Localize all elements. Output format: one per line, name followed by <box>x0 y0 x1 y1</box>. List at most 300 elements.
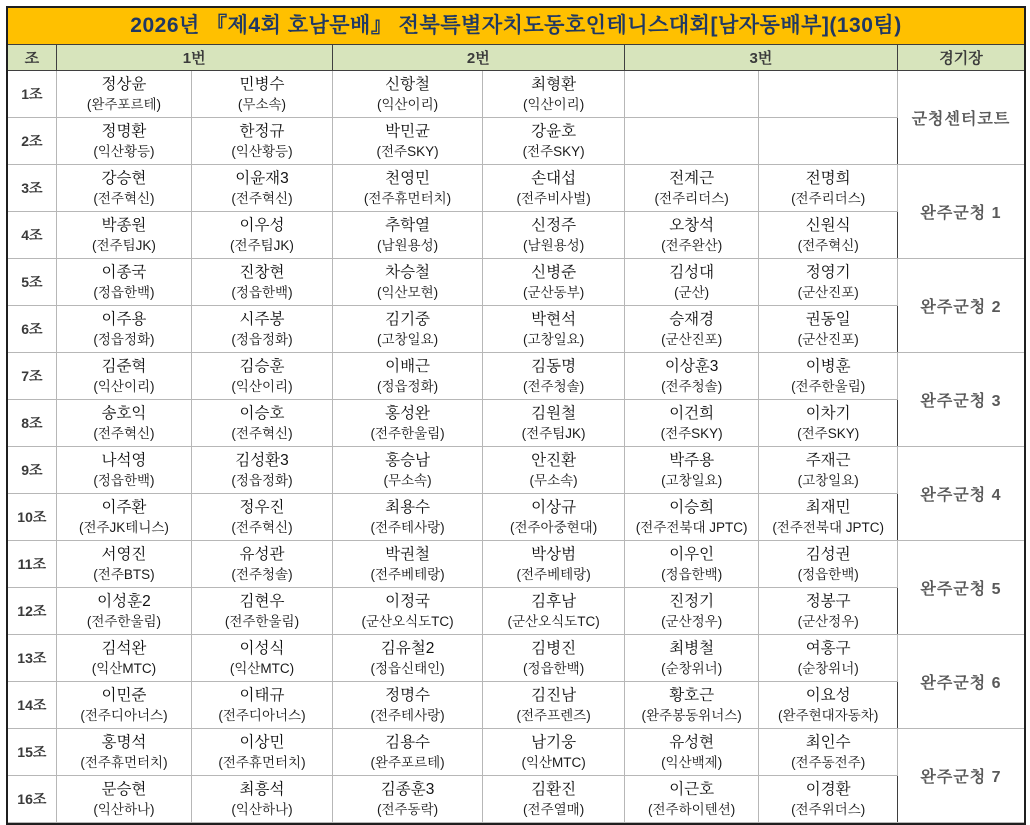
group-row <box>8 776 1024 823</box>
player-name: 홍성완 <box>385 405 431 422</box>
player-club: (정읍한백) <box>93 285 155 300</box>
player-name: 주재근 <box>805 452 851 469</box>
player-cell[interactable] <box>483 588 625 635</box>
player-cell[interactable] <box>759 447 898 494</box>
venue-cell[interactable]: 완주군청 6 <box>897 635 1024 729</box>
player-name: 정영기 <box>805 264 851 281</box>
player-club: (정읍한백) <box>661 567 723 582</box>
player-cell[interactable] <box>624 729 759 776</box>
group-label[interactable]: 16조 <box>8 776 56 823</box>
player-cell[interactable] <box>56 118 192 165</box>
player-name: 박종원 <box>101 217 147 234</box>
player-name: 이차기 <box>805 405 851 422</box>
player-cell[interactable] <box>483 494 625 541</box>
player-club: (완주포르테) <box>370 755 445 770</box>
player-club: (전주동락) <box>376 802 439 817</box>
player-name: 이승희 <box>669 499 715 516</box>
player-club: (전주혁신) <box>797 238 859 253</box>
player-club: (전주휴먼터치) <box>363 191 452 206</box>
player-cell[interactable] <box>332 494 483 541</box>
player-cell[interactable] <box>759 259 898 306</box>
player-cell[interactable] <box>192 353 333 400</box>
group-label[interactable]: 12조 <box>8 588 56 635</box>
group-row <box>8 400 1024 447</box>
player-club: (전주베테랑) <box>516 567 591 582</box>
player-cell[interactable] <box>483 541 625 588</box>
player-club: (군산오식도TC) <box>507 614 600 629</box>
player-name: 홍명석 <box>101 734 147 751</box>
player-club: (군산동부) <box>523 285 585 300</box>
player-cell[interactable] <box>483 400 625 447</box>
player-cell[interactable] <box>332 447 483 494</box>
group-row <box>8 729 1024 776</box>
player-club: (정읍정화) <box>376 379 439 394</box>
player-cell[interactable] <box>332 212 483 259</box>
player-club: (전주SKY) <box>376 144 439 159</box>
group-row <box>8 682 1024 729</box>
player-name: 최용수 <box>385 499 431 516</box>
player-name: 여홍구 <box>805 640 851 657</box>
player-name: 진창현 <box>239 264 285 281</box>
player-name: 이병훈 <box>805 358 851 375</box>
player-club: (전주동전주) <box>791 755 866 770</box>
player-club: (전주혁신) <box>93 191 155 206</box>
player-club: (전주SKY) <box>660 426 723 441</box>
player-cell[interactable] <box>192 212 333 259</box>
player-club: (익산MTC) <box>229 661 295 676</box>
player-cell[interactable] <box>332 306 483 353</box>
player-cell[interactable] <box>624 259 759 306</box>
player-club: (고창일요) <box>523 332 585 347</box>
group-row <box>8 212 1024 259</box>
player-name: 박상범 <box>531 546 577 563</box>
group-label[interactable]: 3조 <box>8 165 56 212</box>
player-cell[interactable] <box>483 212 625 259</box>
group-row <box>8 306 1024 353</box>
player-cell[interactable] <box>759 400 898 447</box>
player-name: 차승철 <box>385 264 431 281</box>
group-row <box>8 353 1024 400</box>
player-name: 최흥석 <box>239 781 285 798</box>
player-cell[interactable] <box>759 729 898 776</box>
player-name: 박현석 <box>531 311 577 328</box>
group-row <box>8 71 1024 118</box>
player-club: (완주봉동위너스) <box>641 708 742 723</box>
player-cell[interactable] <box>759 212 898 259</box>
header-team2[interactable]: 2번 <box>332 45 624 71</box>
player-name: 문승현 <box>101 781 147 798</box>
player-cell[interactable] <box>759 165 898 212</box>
player-name: 김용수 <box>385 734 431 751</box>
player-club: (군산진포) <box>661 332 723 347</box>
player-club: (익산이리) <box>93 379 155 394</box>
player-club: (전주전북대 JPTC) <box>635 520 748 535</box>
player-club: (완주현대자동차) <box>778 708 879 723</box>
player-cell[interactable] <box>332 729 483 776</box>
group-label[interactable]: 7조 <box>8 353 56 400</box>
player-cell[interactable] <box>483 165 625 212</box>
player-club: (전주휴먼터치) <box>80 755 168 770</box>
venue-cell[interactable]: 완주군청 4 <box>897 447 1024 541</box>
player-cell[interactable] <box>759 635 898 682</box>
player-name: 정명수 <box>385 687 431 704</box>
player-cell[interactable] <box>192 635 333 682</box>
player-name: 김준혁 <box>101 358 147 375</box>
player-cell[interactable] <box>759 588 898 635</box>
player-club: (익산하나) <box>93 802 155 817</box>
player-name: 송호익 <box>101 405 147 422</box>
player-club: (전주혁신) <box>231 520 293 535</box>
group-label[interactable]: 1조 <box>8 71 56 118</box>
player-cell[interactable] <box>483 118 625 165</box>
player-cell[interactable] <box>483 259 625 306</box>
player-cell[interactable] <box>192 71 333 118</box>
player-cell[interactable] <box>56 353 192 400</box>
group-row <box>8 259 1024 306</box>
player-name: 나석영 <box>101 452 147 469</box>
player-club: (익산MTC) <box>521 755 586 770</box>
player-name: 김성환3 <box>235 452 289 469</box>
player-name: 이민준 <box>101 687 147 704</box>
player-cell[interactable] <box>624 212 759 259</box>
group-label[interactable]: 13조 <box>8 635 56 682</box>
player-cell[interactable] <box>56 588 192 635</box>
group-label[interactable]: 5조 <box>8 259 56 306</box>
player-club: (익산이리) <box>231 379 293 394</box>
player-name: 최형환 <box>531 76 577 93</box>
player-club: (전주JK테니스) <box>78 520 169 535</box>
player-name: 이상규 <box>531 499 577 516</box>
player-cell[interactable] <box>332 353 483 400</box>
player-club: (정읍신태인) <box>370 661 445 676</box>
venue-cell[interactable]: 완주군청 5 <box>897 541 1024 635</box>
group-table <box>8 45 1024 823</box>
player-club: (정읍한백) <box>93 473 155 488</box>
player-name: 안진환 <box>531 452 577 469</box>
player-club: (군산정우) <box>797 614 859 629</box>
player-name: 강승현 <box>101 170 147 187</box>
player-name: 유성관 <box>239 546 285 563</box>
player-cell[interactable] <box>192 400 333 447</box>
player-cell[interactable] <box>56 212 192 259</box>
player-club: (전주한울림) <box>224 614 300 629</box>
player-club: (전주전북대 JPTC) <box>772 520 885 535</box>
player-cell[interactable] <box>759 353 898 400</box>
player-club: (전주열매) <box>523 802 585 817</box>
header-jo[interactable]: 조 <box>8 45 56 71</box>
player-name: 박민균 <box>385 123 431 140</box>
player-club: (정읍한백) <box>797 567 859 582</box>
group-label[interactable]: 6조 <box>8 306 56 353</box>
group-row <box>8 165 1024 212</box>
player-name: 이주용 <box>101 311 147 328</box>
player-name: 전계근 <box>669 170 715 187</box>
player-cell[interactable] <box>192 776 333 823</box>
player-club: (익산황등) <box>93 144 155 159</box>
player-cell[interactable] <box>56 682 192 729</box>
player-cell[interactable] <box>192 729 333 776</box>
group-label[interactable]: 2조 <box>8 118 56 165</box>
player-name: 김환진 <box>531 781 577 798</box>
player-cell[interactable] <box>332 400 483 447</box>
player-club: (전주혁신) <box>231 191 293 206</box>
player-name: 남기웅 <box>531 734 577 751</box>
player-cell[interactable] <box>192 682 333 729</box>
group-label[interactable]: 15조 <box>8 729 56 776</box>
player-name: 김종훈3 <box>380 781 435 798</box>
player-club: (전주혁신) <box>93 426 155 441</box>
player-name: 이태규 <box>239 687 285 704</box>
player-club: (전주비사벌) <box>516 191 591 206</box>
player-club: (무소속) <box>237 97 287 112</box>
player-cell[interactable] <box>332 71 483 118</box>
group-label[interactable]: 9조 <box>8 447 56 494</box>
player-cell[interactable] <box>192 494 333 541</box>
player-club: (정읍정화) <box>231 332 293 347</box>
group-label[interactable]: 8조 <box>8 400 56 447</box>
player-cell[interactable] <box>332 259 483 306</box>
player-name: 이성식 <box>239 640 285 657</box>
player-club: (전주테사랑) <box>370 708 445 723</box>
player-cell[interactable] <box>192 165 333 212</box>
player-cell[interactable] <box>332 541 483 588</box>
player-cell[interactable] <box>759 494 898 541</box>
group-row <box>8 541 1024 588</box>
player-name: 이건희 <box>669 405 715 422</box>
group-label[interactable]: 4조 <box>8 212 56 259</box>
player-cell[interactable] <box>483 71 625 118</box>
player-club: (전주청솔) <box>523 379 585 394</box>
player-cell[interactable] <box>56 306 192 353</box>
player-club: (익산백제) <box>661 755 723 770</box>
player-club: (정읍한백) <box>523 661 585 676</box>
player-club: (순창위너) <box>661 661 723 676</box>
player-name: 추학열 <box>385 217 431 234</box>
player-cell[interactable] <box>483 635 625 682</box>
player-club: (군산오식도TC) <box>361 614 454 629</box>
player-club: (익산모현) <box>376 285 439 300</box>
player-cell[interactable] <box>483 682 625 729</box>
player-club: (전주팀JK) <box>521 426 586 441</box>
player-name: 김원철 <box>531 405 577 422</box>
player-cell[interactable] <box>759 776 898 823</box>
player-club: (익산하나) <box>231 802 293 817</box>
group-row <box>8 588 1024 635</box>
player-club: (남원용성) <box>376 238 439 253</box>
player-club: (전주청솔) <box>661 379 723 394</box>
player-name: 홍승남 <box>385 452 431 469</box>
player-club: (전주프렌즈) <box>516 708 591 723</box>
player-cell[interactable] <box>624 165 759 212</box>
player-name: 이승호 <box>239 405 285 422</box>
player-cell[interactable] <box>192 588 333 635</box>
player-name: 황호근 <box>669 687 715 704</box>
player-name: 전명희 <box>805 170 851 187</box>
player-cell[interactable] <box>759 71 898 118</box>
player-cell[interactable] <box>624 353 759 400</box>
player-cell[interactable] <box>483 306 625 353</box>
player-name: 정명환 <box>101 123 147 140</box>
player-club: (전주완산) <box>661 238 723 253</box>
player-club: (고창일요) <box>797 473 859 488</box>
player-name: 손대섭 <box>531 170 577 187</box>
player-club: (전주하이텐션) <box>648 802 736 817</box>
player-cell[interactable] <box>332 776 483 823</box>
player-name: 최재민 <box>805 499 851 516</box>
player-name: 이상민 <box>239 734 285 751</box>
player-cell[interactable] <box>624 776 759 823</box>
player-cell[interactable] <box>483 776 625 823</box>
player-cell[interactable] <box>759 306 898 353</box>
player-cell[interactable] <box>56 494 192 541</box>
player-club: (전주팀JK) <box>230 238 294 253</box>
player-name: 서영진 <box>101 546 147 563</box>
player-club: (고창일요) <box>376 332 439 347</box>
player-cell[interactable] <box>759 682 898 729</box>
player-name: 이주환 <box>101 499 147 516</box>
player-club: (전주리더스) <box>654 191 729 206</box>
group-label[interactable]: 14조 <box>8 682 56 729</box>
player-club: (정읍한백) <box>231 285 293 300</box>
player-name: 이근호 <box>669 781 715 798</box>
player-cell[interactable] <box>759 541 898 588</box>
player-cell[interactable] <box>624 682 759 729</box>
player-name: 박권철 <box>385 546 431 563</box>
player-name: 정봉구 <box>805 593 851 610</box>
player-cell[interactable] <box>624 447 759 494</box>
header-venue[interactable]: 경기장 <box>897 45 1024 71</box>
player-cell[interactable] <box>624 588 759 635</box>
player-cell[interactable] <box>56 635 192 682</box>
player-name: 신병준 <box>531 264 577 281</box>
player-cell[interactable] <box>56 447 192 494</box>
player-name: 김유철2 <box>380 640 435 657</box>
player-club: (전주디아너스) <box>80 708 168 723</box>
player-name: 유성현 <box>669 734 715 751</box>
player-club: (전주테사랑) <box>370 520 445 535</box>
player-name: 이정국 <box>385 593 431 610</box>
header-team3[interactable]: 3번 <box>624 45 897 71</box>
player-cell[interactable] <box>624 118 759 165</box>
header-team1[interactable]: 1번 <box>56 45 332 71</box>
player-club: (전주팀JK) <box>92 238 156 253</box>
player-name: 신항철 <box>385 76 431 93</box>
player-club: (익산이리) <box>523 97 585 112</box>
player-cell[interactable] <box>624 494 759 541</box>
player-club: (전주혁신) <box>231 426 293 441</box>
player-name: 시주봉 <box>239 311 285 328</box>
player-club: (군산정우) <box>661 614 723 629</box>
player-club: (정읍정화) <box>231 473 293 488</box>
venue-cell[interactable]: 군청센터코트 <box>897 71 1024 165</box>
player-club: (전주청솔) <box>231 567 293 582</box>
player-name: 정상윤 <box>101 76 147 93</box>
player-name: 최인수 <box>805 734 851 751</box>
player-name: 승재경 <box>669 311 715 328</box>
player-club: (군산진포) <box>797 332 859 347</box>
tournament-title: 2026년 『제4회 호남문배』 전북특별자치도동호인테니스대회[남자동배부](130팀) <box>8 8 1024 45</box>
player-club: (무소속) <box>383 473 432 488</box>
player-name: 이윤재3 <box>235 170 289 187</box>
group-label[interactable]: 11조 <box>8 541 56 588</box>
player-name: 김현우 <box>239 593 285 610</box>
player-name: 김기중 <box>385 311 431 328</box>
player-club: (전주아중현대) <box>509 520 598 535</box>
player-club: (익산이리) <box>376 97 439 112</box>
player-name: 김후남 <box>531 593 577 610</box>
player-name: 이종국 <box>101 264 147 281</box>
player-cell[interactable] <box>624 306 759 353</box>
player-club: (전주디아너스) <box>218 708 306 723</box>
player-club: (전주휴먼터치) <box>218 755 306 770</box>
player-cell[interactable] <box>192 306 333 353</box>
player-name: 권동일 <box>805 311 851 328</box>
player-cell[interactable] <box>332 118 483 165</box>
player-cell[interactable] <box>483 729 625 776</box>
player-name: 민병수 <box>239 76 285 93</box>
group-row <box>8 635 1024 682</box>
player-name: 이우성 <box>239 217 285 234</box>
player-cell[interactable] <box>192 259 333 306</box>
player-cell[interactable] <box>192 447 333 494</box>
player-name: 이성훈2 <box>97 593 151 610</box>
player-name: 정우진 <box>239 499 285 516</box>
player-cell[interactable] <box>56 400 192 447</box>
player-cell[interactable] <box>483 447 625 494</box>
venue-cell[interactable]: 완주군청 2 <box>897 259 1024 353</box>
player-club: (군산) <box>674 285 710 300</box>
tournament-sheet <box>6 6 1026 825</box>
player-club: (전주한울림) <box>370 426 445 441</box>
player-cell[interactable] <box>332 165 483 212</box>
player-cell[interactable] <box>624 541 759 588</box>
venue-cell[interactable]: 완주군청 1 <box>897 165 1024 259</box>
player-club: (전주한울림) <box>791 379 866 394</box>
player-cell[interactable] <box>332 682 483 729</box>
group-row <box>8 494 1024 541</box>
player-cell[interactable] <box>56 729 192 776</box>
player-cell[interactable] <box>624 635 759 682</box>
player-cell[interactable] <box>56 71 192 118</box>
player-club: (전주한울림) <box>86 614 162 629</box>
player-name: 이배근 <box>385 358 431 375</box>
player-cell[interactable] <box>624 400 759 447</box>
player-cell[interactable] <box>56 776 192 823</box>
player-cell[interactable] <box>624 71 759 118</box>
player-cell[interactable] <box>759 118 898 165</box>
player-cell[interactable] <box>332 588 483 635</box>
player-cell[interactable] <box>56 541 192 588</box>
player-name: 이요성 <box>805 687 851 704</box>
player-cell[interactable] <box>483 353 625 400</box>
group-label[interactable]: 10조 <box>8 494 56 541</box>
venue-cell[interactable]: 완주군청 3 <box>897 353 1024 447</box>
player-club: (남원용성) <box>523 238 585 253</box>
player-name: 김병진 <box>531 640 577 657</box>
player-club: (익산MTC) <box>91 661 157 676</box>
venue-cell[interactable]: 완주군청 7 <box>897 729 1024 823</box>
player-cell[interactable] <box>332 635 483 682</box>
player-name: 신정주 <box>531 217 577 234</box>
player-name: 이상훈3 <box>664 358 719 375</box>
player-cell[interactable] <box>56 165 192 212</box>
player-name: 신원식 <box>805 217 851 234</box>
player-cell[interactable] <box>56 259 192 306</box>
player-club: (전주리더스) <box>791 191 866 206</box>
player-name: 한정규 <box>239 123 285 140</box>
player-cell[interactable] <box>192 118 333 165</box>
player-cell[interactable] <box>192 541 333 588</box>
